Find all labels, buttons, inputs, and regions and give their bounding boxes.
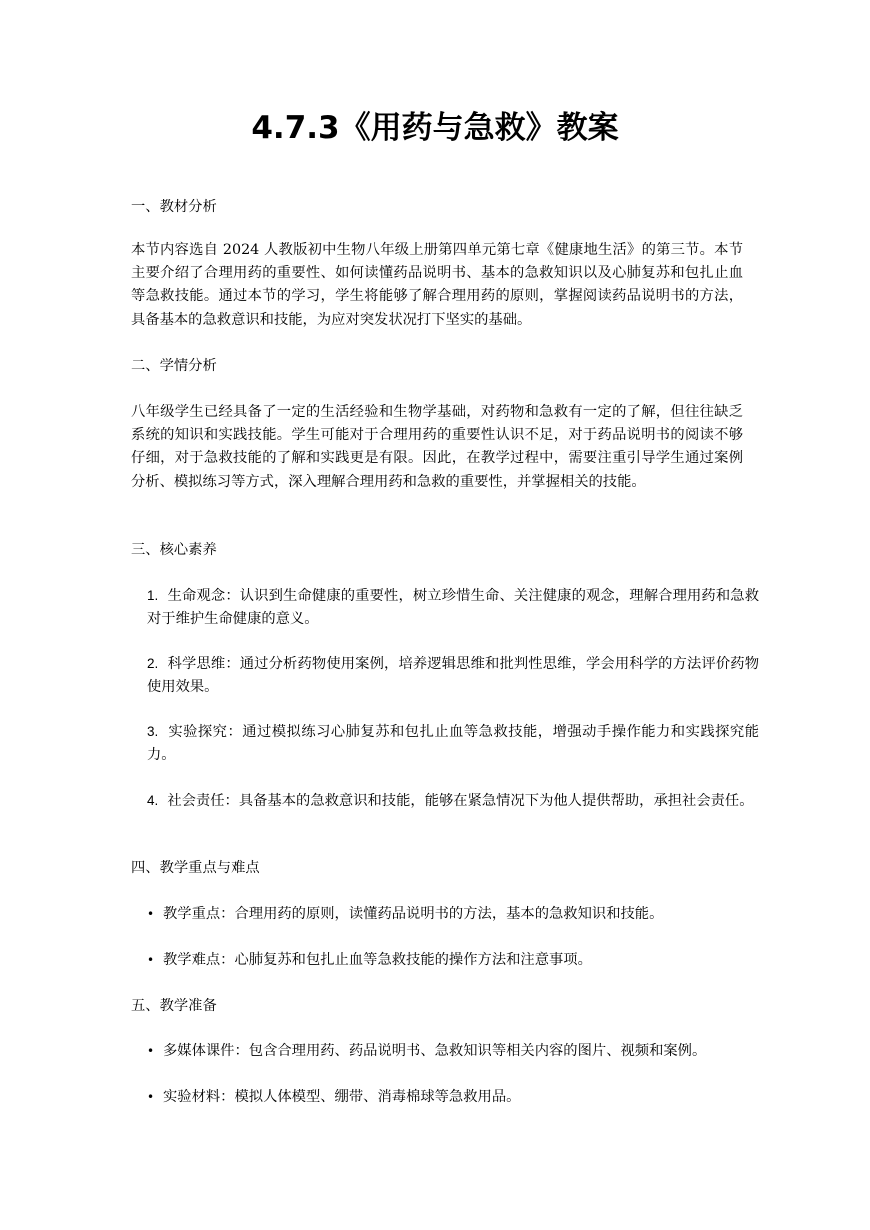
section-paragraph-1: 本节内容选自 2024 人教版初中生物八年级上册第四单元第七章《健康地生活》的第三节。本节主要介绍了合理用药的重要性、如何读懂药品说明书、基本的急救知识以及心肺复苏和包扎止血等急救技能。通过本节的学习，学生将能够了解合理用药的原则，掌握阅读药品说明书的方法，具备基本的急救意识和技能，为应对突发状况打下坚实的基础。	[131, 242, 743, 328]
bullet-text: 教学重点：合理用药的原则，读懂药品说明书的方法，基本的急救知识和技能。	[163, 906, 664, 922]
list-item-number: 1.	[147, 588, 159, 603]
list-item-text: 生命观念：认识到生命健康的重要性，树立珍惜生命、关注健康的观念，理解合理用药和急救对于维护生命健康的意义。	[147, 588, 760, 628]
list-item-text: 社会责任：具备基本的急救意识和技能，能够在紧急情况下为他人提供帮助，承担社会责任。	[167, 793, 754, 809]
bullet-text: 实验材料：模拟人体模型、绷带、消毒棉球等急救用品。	[163, 1089, 521, 1105]
list-item-text: 实验探究：通过模拟练习心肺复苏和包扎止血等急救技能，增强动手操作能力和实践探究能力。	[147, 724, 760, 764]
section-heading-5: 五、教学准备	[131, 998, 217, 1014]
list-item-number: 3.	[147, 724, 159, 739]
bullet-item	[131, 1086, 759, 1109]
bullet-text: 教学难点：心肺复苏和包扎止血等急救技能的操作方法和注意事项。	[163, 952, 592, 968]
bullet-text: 多媒体课件：包含合理用药、药品说明书、急救知识等相关内容的图片、视频和案例。	[163, 1043, 707, 1059]
list-item-number: 4.	[147, 793, 159, 808]
list-item	[131, 584, 759, 631]
list-item	[131, 789, 759, 813]
list-item-text: 科学思维：通过分析药物使用案例，培养逻辑思维和批判性思维，学会用科学的方法评价药物使用效果。	[147, 656, 760, 696]
bullet-item	[131, 1040, 759, 1063]
bullet-item	[131, 903, 759, 926]
bullet-icon: •	[147, 1090, 155, 1104]
section-heading-2: 二、学情分析	[131, 358, 217, 374]
bullet-item	[131, 949, 759, 972]
bullet-icon: •	[147, 953, 155, 967]
section-heading-4: 四、教学重点与难点	[131, 860, 260, 876]
list-item-number: 2.	[147, 656, 159, 671]
section-heading-1: 一、教材分析	[131, 199, 217, 215]
bullet-icon: •	[147, 907, 155, 921]
bullet-icon: •	[147, 1044, 155, 1058]
section-paragraph-2: 八年级学生已经具备了一定的生活经验和生物学基础，对药物和急救有一定的了解，但往往缺乏系统的知识和实践技能。学生可能对于合理用药的重要性认识不足，对于药品说明书的阅读不够仔细，对于急救技能的了解和实践更是有限。因此，在教学过程中，需要注重引导学生通过案例分析、模拟练习等方式，深入理解合理用药和急救的重要性，并掌握相关的技能。	[131, 404, 743, 490]
section-heading-3: 三、核心素养	[131, 542, 217, 558]
list-item	[131, 652, 759, 699]
document-title: 4.7.3《用药与急救》教案	[251, 110, 619, 146]
list-item	[131, 720, 759, 767]
